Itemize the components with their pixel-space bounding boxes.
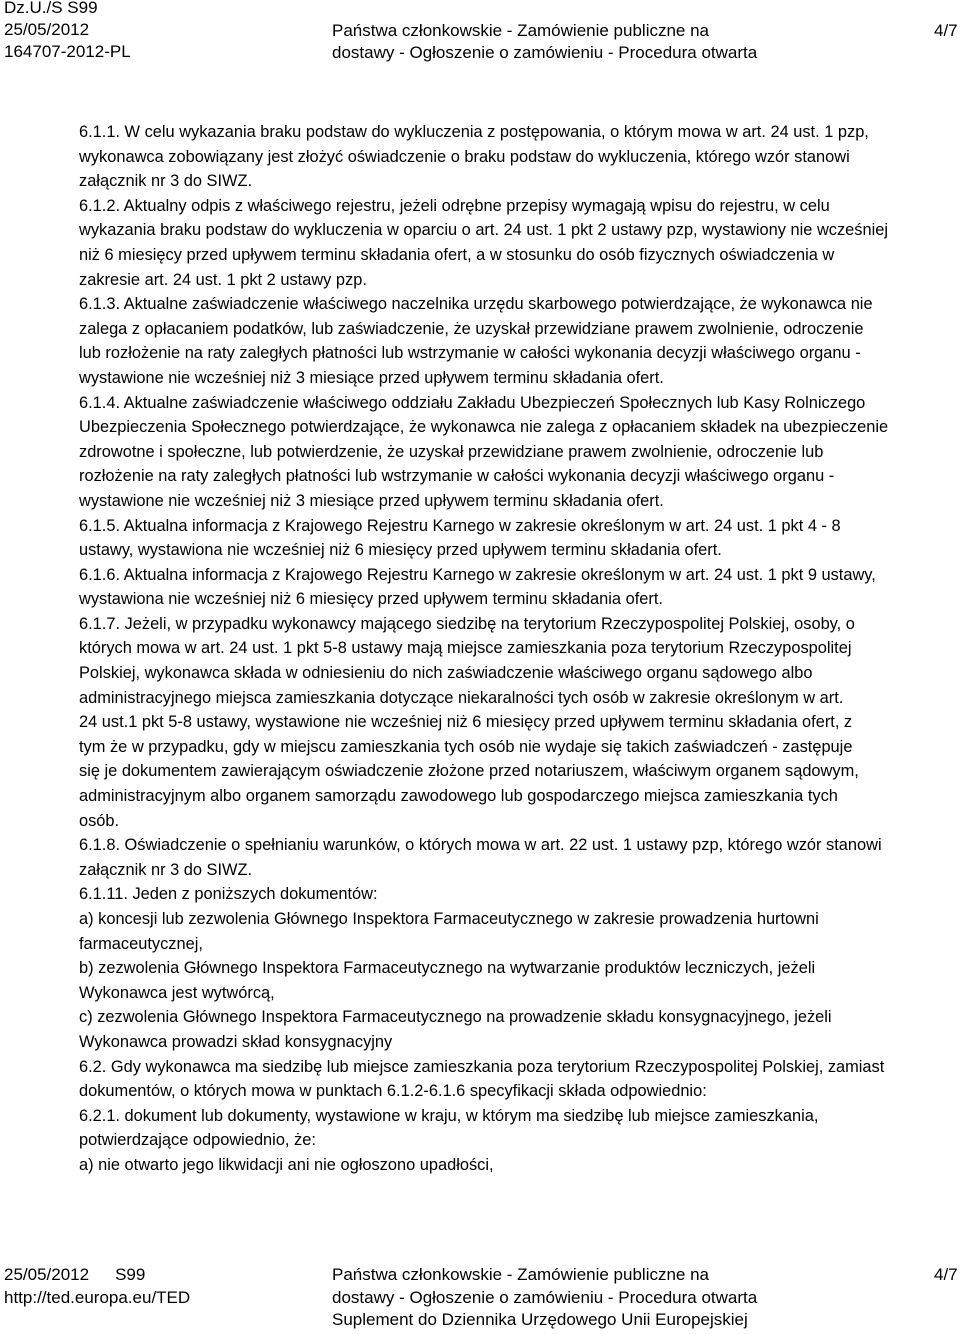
footer-page-number: 4/7 bbox=[934, 1265, 958, 1284]
footer-date: 25/05/2012 bbox=[4, 1265, 90, 1284]
paragraph-line: wystawione nie wcześniej niż 3 miesiące przed upływem terminu składania ofert. bbox=[79, 491, 664, 510]
header-journal-ref: Dz.U./S S99 bbox=[4, 0, 98, 17]
footer-title bbox=[332, 1264, 757, 1332]
paragraph bbox=[79, 292, 954, 390]
paragraph bbox=[79, 194, 954, 292]
paragraph-line: niż 6 miesięcy przed upływem terminu składania ofert, a w stosunku do osób fizycznych oświadczenia w bbox=[79, 245, 835, 264]
paragraph-line: lub rozłożenie na raty zaległych płatności lub wstrzymanie w całości wykonania decyzji właściwego organu - bbox=[79, 344, 861, 363]
paragraph bbox=[79, 907, 954, 956]
paragraph-line: wystawiona nie wcześniej niż 6 miesięcy przed upływem terminu składania ofert. bbox=[79, 590, 663, 609]
paragraph bbox=[79, 120, 954, 194]
paragraph-line: 6.1.7. Jeżeli, w przypadku wykonawcy mającego siedzibę na terytorium Rzeczypospolitej Polskiej, osoby, o bbox=[79, 614, 855, 633]
footer-supplement-name: Suplement do Dziennika Urzędowego Unii Europejskiej bbox=[332, 1310, 748, 1329]
footer-series-code: S99 bbox=[115, 1265, 146, 1284]
paragraph bbox=[79, 833, 954, 882]
paragraph-line: 6.1.8. Oświadczenie o spełnianiu warunków, o których mowa w art. 22 ust. 1 ustawy pzp, którego wzór stanowi bbox=[79, 836, 882, 855]
paragraph-line: Polskiej, wykonawca składa w odniesieniu do nich zaświadczenie właściwego organu sądowego albo bbox=[79, 664, 813, 683]
paragraph bbox=[79, 1153, 954, 1178]
paragraph-line: 6.1.1. W celu wykazania braku podstaw do wykluczenia z postępowania, o którym mowa w art. 24 ust. 1 pzp, bbox=[79, 123, 869, 141]
paragraph bbox=[79, 1055, 954, 1104]
paragraph bbox=[79, 956, 954, 1005]
header-page-number: 4/7 bbox=[934, 21, 958, 40]
paragraph-line: 6.2. Gdy wykonawca ma siedzibę lub miejsce zamieszkania poza terytorium Rzeczypospolitej Polskiej, zamiast bbox=[79, 1057, 885, 1076]
paragraph-line: których mowa w art. 24 ust. 1 pkt 5-8 ustawy mają miejsce zamieszkania poza terytorium Rzeczypospolitej bbox=[79, 639, 852, 658]
paragraph-line: Wykonawca prowadzi skład konsygnacyjny bbox=[79, 1032, 393, 1051]
paragraph-line: 6.1.11. Jeden z poniższych dokumentów: bbox=[79, 885, 378, 904]
paragraph-line: dokumentów, o których mowa w punktach 6.1.2-6.1.6 specyfikacji składa odpowiednio: bbox=[79, 1082, 707, 1101]
paragraph bbox=[79, 1104, 954, 1153]
header-title bbox=[332, 20, 757, 64]
paragraph-line: rozłożenie na raty zaległych płatności lub wstrzymanie w całości wykonania decyzji właściwego organu - bbox=[79, 467, 835, 486]
paragraph-line: b) zezwolenia Głównego Inspektora Farmaceutycznego na wytwarzanie produktów leczniczych, jeżeli bbox=[79, 959, 816, 978]
paragraph-line: c) zezwolenia Głównego Inspektora Farmaceutycznego na prowadzenie składu konsygnacyjnego, jeżeli bbox=[79, 1008, 832, 1027]
paragraph-line: 6.2.1. dokument lub dokumenty, wystawione w kraju, w którym ma siedzibę lub miejsce zamieszkania, bbox=[79, 1106, 819, 1125]
paragraph-line: 6.1.3. Aktualne zaświadczenie właściwego naczelnika urzędu skarbowego potwierdzające, że wykonawca nie bbox=[79, 295, 873, 314]
paragraph-line: zakresie art. 24 ust. 1 pkt 2 ustawy pzp. bbox=[79, 270, 367, 289]
header-title-line: Państwa członkowskie - Zamówienie publiczne na bbox=[332, 21, 710, 40]
paragraph bbox=[79, 514, 954, 563]
paragraph-line: ustawy, wystawiona nie wcześniej niż 6 miesięcy przed upływem terminu składania ofert. bbox=[79, 541, 722, 560]
paragraph bbox=[79, 612, 954, 833]
paragraph-line: 6.1.4. Aktualne zaświadczenie właściwego oddziału Zakładu Ubezpieczeń Społecznych lub Kasy Rolniczego bbox=[79, 393, 866, 412]
paragraph-line: a) koncesji lub zezwolenia Głównego Inspektora Farmaceutycznego w zakresie prowadzenia hurtowni bbox=[79, 910, 819, 928]
paragraph-line: Wykonawca jest wytwórcą, bbox=[79, 983, 275, 1002]
paragraph-line: potwierdzające odpowiednio, że: bbox=[79, 1131, 316, 1150]
header-date: 25/05/2012 bbox=[4, 20, 90, 39]
footer-left-meta bbox=[4, 1264, 190, 1309]
paragraph-line: zdrowotne i społeczne, lub potwierdzenie, że uzyskał przewidziane prawem zwolnienie, odroczenie lub bbox=[79, 442, 824, 461]
footer-date-line bbox=[4, 1264, 190, 1287]
paragraph-line: wystawione nie wcześniej niż 3 miesiące przed upływem terminu składania ofert. bbox=[79, 368, 664, 387]
paragraph bbox=[79, 563, 954, 612]
header-left-meta bbox=[4, 0, 131, 63]
paragraph-line: 6.1.6. Aktualna informacja z Krajowego Rejestru Karnego w zakresie określonym w art. 24 ust. 1 pkt 9 ustawy, bbox=[79, 565, 876, 584]
paragraph-line: wykonawca zobowiązany jest złożyć oświadczenie o braku podstaw do wykluczenia, którego wzór stanowi bbox=[79, 147, 850, 166]
document-body bbox=[79, 120, 954, 1178]
paragraph-line: administracyjnym albo organem samorządu zawodowego lub gospodarczego miejsca zamieszkania tych bbox=[79, 787, 838, 806]
paragraph-line: a) nie otwarto jego likwidacji ani nie ogłoszono upadłości, bbox=[79, 1155, 494, 1174]
header-title-line: dostawy - Ogłoszenie o zamówieniu - Procedura otwarta bbox=[332, 43, 758, 62]
footer-title-line: dostawy - Ogłoszenie o zamówieniu - Procedura otwarta bbox=[332, 1287, 758, 1307]
footer-title-line: Państwa członkowskie - Zamówienie publiczne na bbox=[332, 1265, 710, 1284]
paragraph bbox=[79, 391, 954, 514]
paragraph-line: 24 ust.1 pkt 5-8 ustawy, wystawione nie wcześniej niż 6 miesięcy przed upływem terminu składania ofert, z bbox=[79, 713, 853, 732]
paragraph-line: się je dokumentem zawierającym oświadczenie złożone przed notariuszem, właściwym organem sądowym, bbox=[79, 762, 859, 781]
paragraph-line: farmaceutycznej, bbox=[79, 934, 203, 953]
paragraph-line: zalega z opłacaniem podatków, lub zaświadczenie, że uzyskał przewidziane prawem zwolnienie, odroczenie bbox=[79, 319, 864, 338]
paragraph-line: 6.1.5. Aktualna informacja z Krajowego Rejestru Karnego w zakresie określonym w art. 24 ust. 1 pkt 4 - 8 bbox=[79, 516, 841, 535]
paragraph-line: załącznik nr 3 do SIWZ. bbox=[79, 172, 253, 191]
paragraph-line: 6.1.2. Aktualny odpis z właściwego rejestru, jeżeli odrębne przepisy wymagają wpisu do rejestru, w celu bbox=[79, 196, 830, 215]
paragraph-line: Ubezpieczenia Społecznego potwierdzające, że wykonawca nie zalega z opłacaniem składek na ubezpieczenie bbox=[79, 418, 889, 437]
header-notice-id: 164707-2012-PL bbox=[4, 42, 131, 61]
paragraph-line: administracyjnego miejsca zamieszkania dotyczące niekaralności tych osób w zakresie określonym w art. bbox=[79, 688, 844, 707]
paragraph-line: załącznik nr 3 do SIWZ. bbox=[79, 860, 253, 879]
paragraph-line: tym że w przypadku, gdy w miejscu zamieszkania tych osób nie wydaje się takich zaświadczeń - zastępuje bbox=[79, 737, 853, 756]
paragraph bbox=[79, 882, 954, 907]
paragraph bbox=[79, 1005, 954, 1054]
paragraph-line: osób. bbox=[79, 811, 120, 830]
footer-url: http://ted.europa.eu/TED bbox=[4, 1287, 191, 1307]
paragraph-line: wykazania braku podstaw do wykluczenia w oparciu o art. 24 ust. 1 pkt 2 ustawy pzp, wystawiony nie wcześniej bbox=[79, 221, 888, 240]
